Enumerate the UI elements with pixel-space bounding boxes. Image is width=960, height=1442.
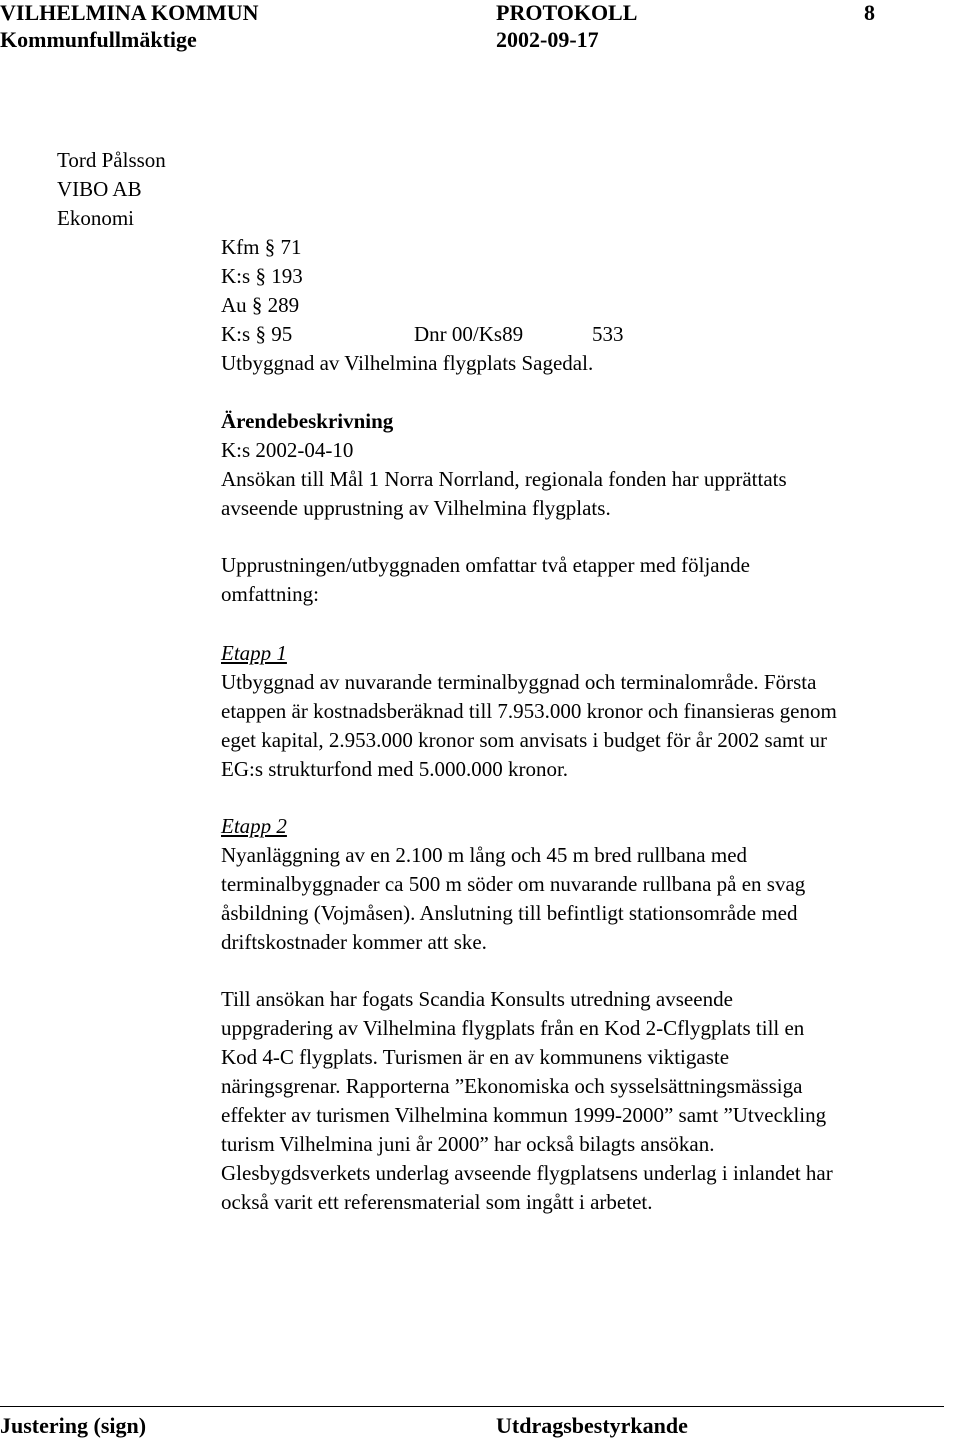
dnr-number: 533	[592, 322, 624, 346]
distribution-item: Ekonomi	[57, 206, 134, 230]
text-line: eget kapital, 2.953.000 kronor som anvisats i budget för år 2002 samt ur	[221, 728, 827, 752]
footer-divider	[0, 1406, 944, 1407]
text-line: Till ansökan har fogats Scandia Konsults utredning avseende	[221, 987, 733, 1011]
text-line: omfattning:	[221, 582, 319, 606]
footer-justering: Justering (sign)	[0, 1413, 147, 1438]
text-line: etappen är kostnadsberäknad till 7.953.000 kronor och finansieras genom	[221, 699, 837, 723]
reference-line: K:s § 193	[221, 264, 303, 288]
reference-list	[221, 233, 303, 349]
distribution-list	[57, 146, 166, 233]
text-line: åsbildning (Vojmåsen). Anslutning till befintligt stationsområde med	[221, 901, 798, 925]
text-line: K:s 2002-04-10	[221, 438, 354, 462]
reference-line: Kfm § 71	[221, 235, 302, 259]
text-line: terminalbyggnader ca 500 m söder om nuvarande rullbana på en svag	[221, 872, 806, 896]
intro-paragraph	[221, 551, 960, 609]
header-date: 2002-09-17	[496, 27, 599, 52]
text-line: Nyanläggning av en 2.100 m lång och 45 m bred rullbana med	[221, 843, 748, 867]
text-line: effekter av turismen Vilhelmina kommun 1999-2000” samt ”Utveckling	[221, 1103, 827, 1127]
header-doc-type: PROTOKOLL	[496, 0, 638, 25]
reference-line: Au § 289	[221, 293, 300, 317]
header-org: VILHELMINA KOMMUN	[0, 0, 259, 25]
arende-paragraph	[221, 436, 960, 523]
etapp1-heading: Etapp 1	[221, 641, 287, 665]
header-body: Kommunfullmäktige	[0, 27, 197, 52]
text-line: turism Vilhelmina juni år 2000” har också bilagts ansökan.	[221, 1132, 715, 1156]
text-line: avseende upprustning av Vilhelmina flygplats.	[221, 496, 611, 520]
etapp2-heading: Etapp 2	[221, 814, 287, 838]
text-line: uppgradering av Vilhelmina flygplats från en Kod 2-Cflygplats till en	[221, 1016, 805, 1040]
closing-paragraph	[221, 985, 960, 1217]
etapp1-paragraph	[221, 668, 960, 784]
text-line: näringsgrenar. Rapporterna ”Ekonomiska och sysselsättningsmässiga	[221, 1074, 803, 1098]
text-line: driftskostnader kommer att ske.	[221, 930, 487, 954]
text-line: Glesbygdsverkets underlag avseende flygplatsens underlag i inlandet har	[221, 1161, 833, 1185]
text-line: Utbyggnad av nuvarande terminalbyggnad och terminalområde. Första	[221, 670, 817, 694]
etapp2-paragraph	[221, 841, 960, 957]
text-line: Upprustningen/utbyggnaden omfattar två etapper med följande	[221, 553, 750, 577]
distribution-item: VIBO AB	[57, 177, 142, 201]
subject-line: Utbyggnad av Vilhelmina flygplats Sagedal.	[221, 351, 594, 375]
distribution-item: Tord Pålsson	[57, 148, 166, 172]
text-line: Ansökan till Mål 1 Norra Norrland, regionala fonden har upprättats	[221, 467, 787, 491]
dnr-label: Dnr 00/Ks89	[414, 322, 524, 346]
text-line: EG:s strukturfond med 5.000.000 kronor.	[221, 757, 569, 781]
header-page-number: 8	[864, 0, 875, 25]
reference-line: K:s § 95	[221, 322, 293, 346]
footer-utdragsbestyrkande: Utdragsbestyrkande	[496, 1413, 688, 1438]
section-heading: Ärendebeskrivning	[221, 409, 394, 433]
text-line: Kod 4-C flygplats. Turismen är en av kommunens viktigaste	[221, 1045, 730, 1069]
text-line: också varit ett referensmaterial som ingått i arbetet.	[221, 1190, 653, 1214]
